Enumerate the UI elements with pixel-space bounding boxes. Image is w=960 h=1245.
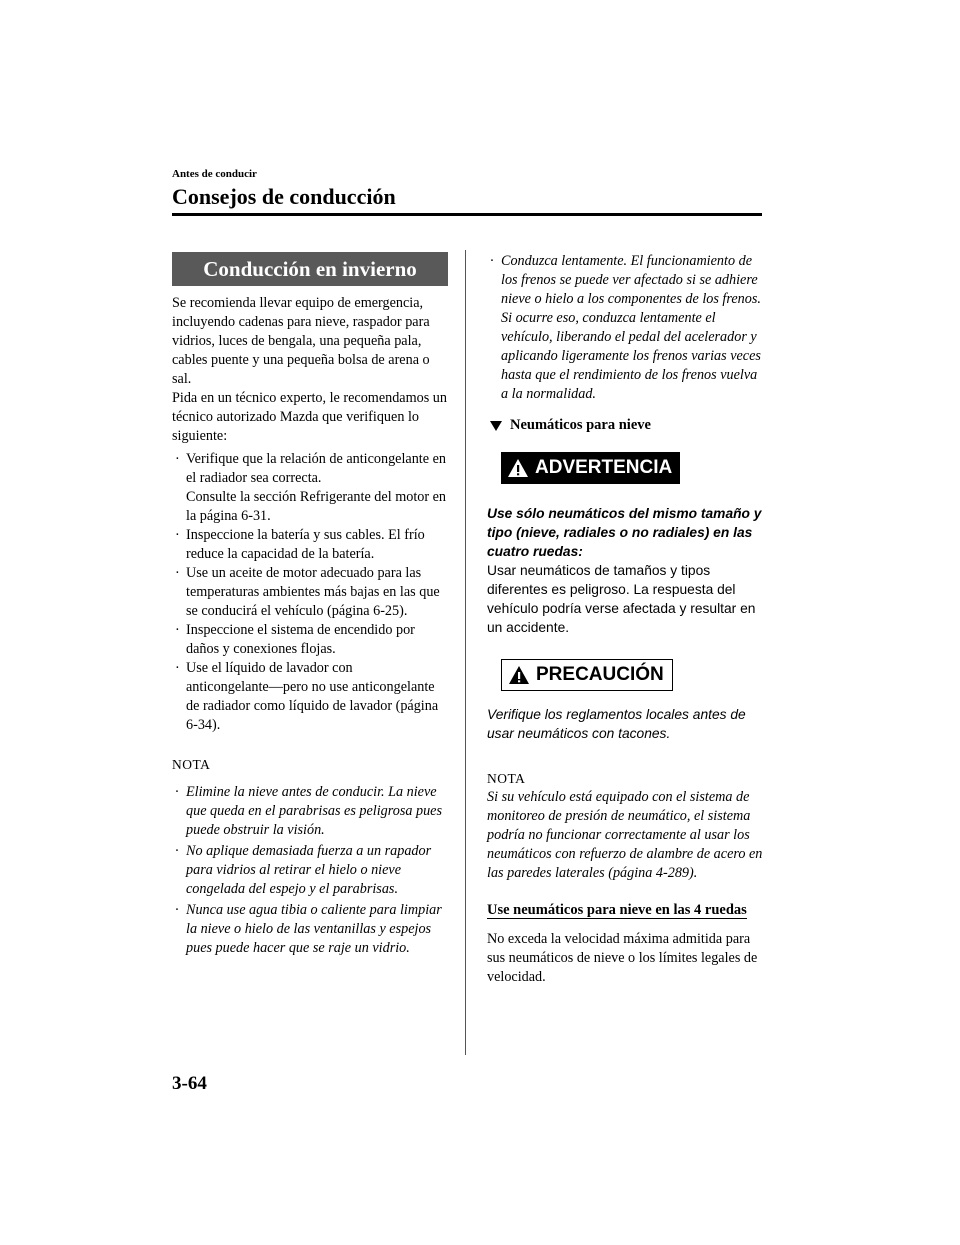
right-column bbox=[487, 252, 763, 987]
bullet-dot-icon: · bbox=[175, 902, 179, 918]
list-item: · Verifique que la relación de anticongelante en el radiador sea correcta. Consulte la sección Refrigerante del motor en la página 6-31. bbox=[175, 451, 447, 524]
bullet-dot-icon: · bbox=[490, 253, 494, 269]
bullet-dot-icon: · bbox=[175, 660, 180, 676]
page-number: 3-64 bbox=[172, 1073, 207, 1094]
bullet-dot-icon: · bbox=[175, 784, 179, 800]
triangle-down-icon bbox=[490, 421, 502, 431]
four-wheel-heading: Use neumáticos para nieve en las 4 ruedas bbox=[487, 902, 747, 918]
list-item: · Elimine la nieve antes de conducir. La nieve que queda en el parabrisas es peligrosa pues puede obstruir la visión. bbox=[175, 784, 443, 838]
column-divider bbox=[465, 250, 466, 1055]
bullet-dot-icon: · bbox=[175, 622, 180, 638]
bullet-dot-icon: · bbox=[175, 527, 180, 543]
warning-icon bbox=[507, 458, 529, 478]
list-item: · Nunca use agua tibia o caliente para limpiar la nieve o hielo de las ventanillas y espejos pues puede hacer que se raje un vidrio. bbox=[175, 902, 442, 956]
warning-header bbox=[487, 452, 763, 484]
bullet-dot-icon: · bbox=[175, 451, 180, 467]
four-wheel-text: No exceda la velocidad máxima admitida para sus neumáticos de nieve o los límites legales de velocidad. bbox=[487, 931, 758, 985]
intro-paragraph: Se recomienda llevar equipo de emergencia, incluyendo cadenas para nieve, raspador para vidrios, luces de bengala, una pequeña pala, cables puente y una pequeña bolsa de arena o sal. bbox=[172, 295, 430, 387]
note-label-right: NOTA bbox=[487, 771, 526, 786]
checklist bbox=[172, 450, 448, 735]
warning-emphasis: Use sólo neumáticos del mismo tamaño y tipo (nieve, radiales o no radiales) en las cuatro ruedas: bbox=[487, 506, 762, 559]
caution-badge: PRECAUCIÓN bbox=[501, 659, 673, 691]
section-banner: Conducción en invierno bbox=[172, 252, 448, 286]
note-list-continued bbox=[487, 252, 763, 404]
intro-paragraph-2: Pida en un técnico experto, le recomendamos un técnico autorizado Mazda que verifiquen lo siguiente: bbox=[172, 390, 447, 444]
list-item: · Use el líquido de lavador con anticongelante―pero no use anticongelante de radiador como líquido de lavador (página 6-34). bbox=[175, 660, 439, 733]
note-label: NOTA bbox=[172, 757, 211, 772]
bullet-dot-icon: · bbox=[175, 565, 180, 581]
section-label: Antes de conducir bbox=[172, 168, 257, 180]
page-title: Consejos de conducción bbox=[172, 184, 396, 209]
list-item: · Inspeccione el sistema de encendido por daños y conexiones flojas. bbox=[175, 622, 415, 657]
list-item: · No aplique demasiada fuerza a un rapador para vidrios al retirar el hielo o nieve congelada del espejo y el parabrisas. bbox=[175, 843, 432, 897]
warning-text: Usar neumáticos de tamaños y tipos diferentes es peligroso. La respuesta del vehículo podría verse afectada y resultar en un accidente. bbox=[487, 563, 756, 635]
caution-icon bbox=[508, 665, 530, 685]
note-text-right: Si su vehículo está equipado con el sistema de monitoreo de presión de neumático, el sistema podría no funcionar correctamente al usar los neumáticos con refuerzo de alambre de acero en las paredes laterales (página 4-289). bbox=[487, 789, 763, 881]
left-column bbox=[172, 252, 448, 958]
caution-header bbox=[487, 659, 763, 691]
warning-badge: ADVERTENCIA bbox=[501, 452, 680, 484]
subsection-heading: Neumáticos para nieve bbox=[487, 417, 763, 434]
list-item: · Use un aceite de motor adecuado para las temperaturas ambientes más bajas en las que se conducirá el vehículo (página 6-25). bbox=[175, 565, 440, 619]
header-rule bbox=[172, 213, 762, 216]
list-item: · Conduzca lentamente. El funcionamiento de los frenos se puede ver afectado si se adhiere nieve o hielo a los componentes de los frenos. Si ocurre eso, conduzca lentamente el vehículo, liberando el pedal del acelerador y aplicando ligeramente los frenos varias veces hasta que el rendimiento de los frenos vuelva a la normalidad. bbox=[490, 253, 761, 402]
list-item: · Inspeccione la batería y sus cables. El frío reduce la capacidad de la batería. bbox=[175, 527, 425, 562]
note-list bbox=[172, 783, 448, 958]
bullet-dot-icon: · bbox=[175, 843, 179, 859]
caution-text: Verifique los reglamentos locales antes de usar neumáticos con tacones. bbox=[487, 707, 746, 741]
